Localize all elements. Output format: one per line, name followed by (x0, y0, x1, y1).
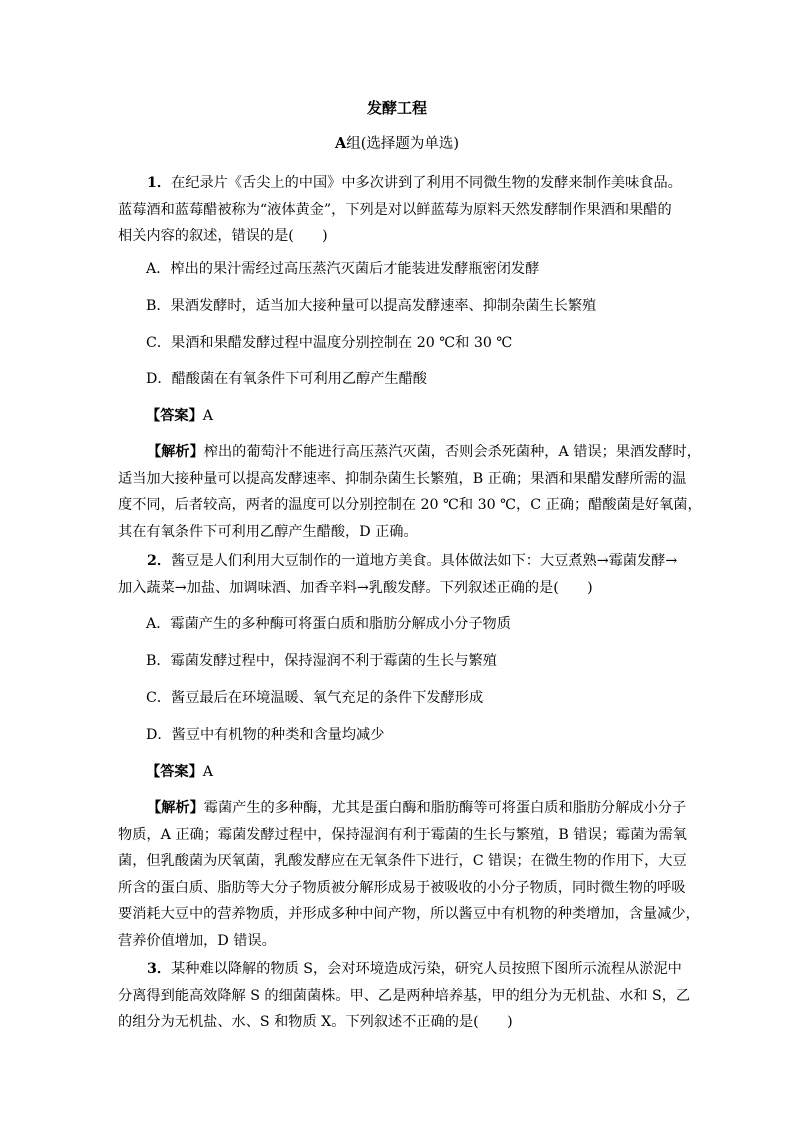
question-2-analysis-line-3: 菌，但乳酸菌为厌氧菌，乳酸发酵应在无氧条件下进行，C 错误；在微生物的作用下，大豆 (118, 853, 687, 869)
answer-label: 【答案】 (146, 408, 203, 424)
question-1-analysis-line-4: 其在有氧条件下可利用乙醇产生醋酸，D 正确。 (118, 523, 418, 540)
answer-label: 【答案】 (146, 764, 203, 780)
question-1-option-c: C．果酒和果醋发酵过程中温度分别控制在 20 ℃和 30 ℃ (146, 335, 513, 351)
question-2-option-a: A．霉菌产生的多种酶可将蛋白质和脂肪分解成小分子物质 (146, 616, 511, 632)
question-3-line-3: 的组分为无机盐、水、S 和物质 X。下列叙述不正确的是( ) (118, 1014, 513, 1030)
question-2-number: 2． (147, 553, 172, 569)
question-1-option-b: B．果酒发酵时，适当加大接种量可以提高发酵速率、抑制杂菌生长繁殖 (146, 298, 597, 314)
question-2-line-2: 加入蔬菜→加盐、加调味酒、加香辛料→乳酸发酵。下列叙述正确的是( ) (118, 579, 593, 596)
question-2-option-c: C．酱豆最后在环境温暖、氧气充足的条件下发酵形成 (146, 690, 484, 706)
question-2-option-d: D．酱豆中有机物的种类和含量均减少 (146, 727, 385, 743)
question-1-analysis (118, 439, 702, 545)
question-1-line-3: 相关内容的叙述，错误的是( ) (118, 228, 328, 244)
question-3-line-2: 分离得到能高效降解 S 的细菌菌株。甲、乙是两种培养基，甲的组分为无机盐、水和 S，乙 (118, 987, 691, 1004)
question-2-analysis-line-5: 要消耗大豆中的营养物质，并形成多种中间产物，所以酱豆中有机物的种类增加，含量减少， (118, 906, 700, 922)
question-1-analysis-line-2: 适当加大接种量可以提高发酵速率、抑制杂菌生长繁殖，B 正确；果酒和果醋发酵所需的温 (118, 470, 687, 487)
question-1-number: 1． (147, 175, 172, 191)
question-2-answer (146, 762, 213, 782)
question-3-number: 3． (147, 961, 172, 977)
question-2-line-1: 2．酱豆是人们利用大豆制作的一道地方美食。具体做法如下：大豆煮熟→霉菌发酵→ (147, 553, 678, 569)
question-1-option-a: A．榨出的果汁需经过高压蒸汽灭菌后才能装进发酵瓶密闭发酵 (146, 261, 540, 277)
question-2-analysis-line-6: 营养价值增加，D 错误。 (118, 932, 276, 949)
question-1-line-2: 蓝莓酒和蓝莓醋被称为“液体黄金”，下列是对以鲜蓝莓为原料天然发酵制作果酒和果醋的 (118, 201, 672, 218)
question-2-analysis-line-1: 【解析】霉菌产生的多种酶，尤其是蛋白酶和脂肪酶等可将蛋白质和脂肪分解成小分子 (147, 800, 687, 816)
answer-value: A (202, 764, 214, 780)
question-1-analysis-line-3: 度不同，后者较高，两者的温度可以分别控制在 20 ℃和 30 ℃，C 正确；醋酸菌是好氧菌， (118, 497, 702, 513)
question-2-option-b: B．霉菌发酵过程中，保持湿润不利于霉菌的生长与繁殖 (146, 653, 497, 669)
question-2-stem (118, 548, 678, 601)
analysis-label: 【解析】 (147, 444, 204, 460)
question-1-answer (146, 406, 213, 426)
question-1-line-1: 1．在纪录片《舌尖上的中国》中多次讲到了利用不同微生物的发酵来制作美味食品。 (147, 175, 682, 191)
analysis-label: 【解析】 (147, 800, 204, 816)
question-3-stem (118, 956, 691, 1036)
group-description: 组(选择题为单选) (346, 136, 460, 152)
question-1-stem (118, 170, 682, 250)
question-2-analysis (118, 795, 700, 954)
section-subtitle (0, 134, 794, 154)
question-1-analysis-line-1: 【解析】榨出的葡萄汁不能进行高压蒸汽灭菌，否则会杀死菌种，A 错误；果酒发酵时， (147, 444, 701, 460)
page-title: 发酵工程 (366, 99, 427, 117)
question-1-option-d: D．醋酸菌在有氧条件下可利用乙醇产生醋酸 (146, 371, 427, 387)
answer-value: A (202, 408, 214, 424)
question-2-analysis-line-2: 物质，A 正确；霉菌发酵过程中，保持湿润有利于霉菌的生长与繁殖，B 错误；霉菌为需氧 (118, 826, 687, 843)
question-2-analysis-line-4: 所含的蛋白质、脂肪等大分子物质被分解形成易于被吸收的小分子物质，同时微生物的呼吸 (118, 879, 686, 896)
question-3-line-1: 3．某种难以降解的物质 S，会对环境造成污染，研究人员按照下图所示流程从淤泥中 (147, 961, 682, 977)
group-letter: A (334, 135, 347, 152)
